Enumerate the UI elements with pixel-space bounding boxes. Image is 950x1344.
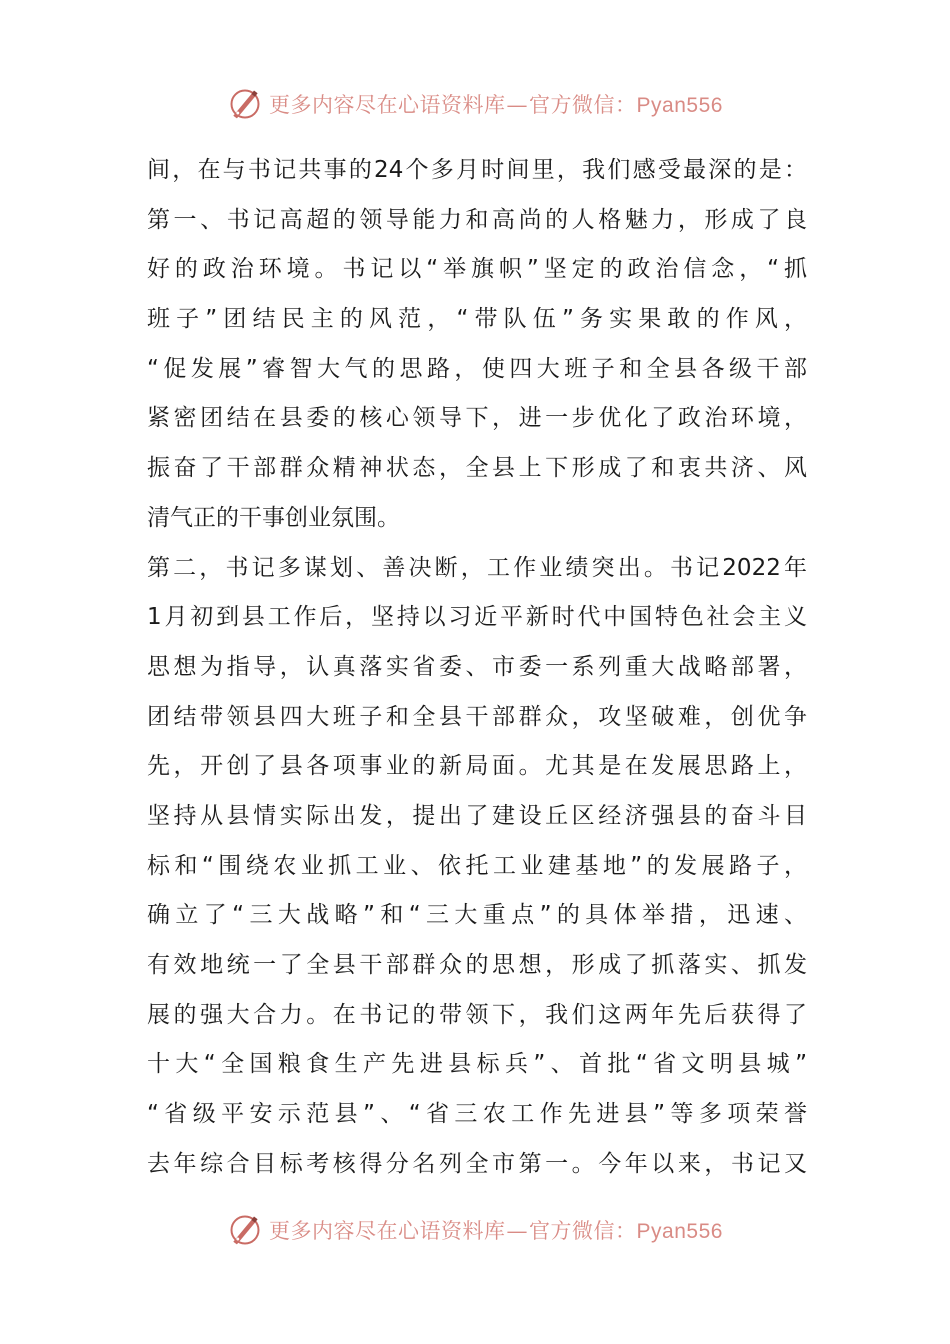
body-line: 振奋了干部群众精神状态，全县上下形成了和衷共济、风 (147, 455, 807, 482)
body-line: 班子”团结民主的风范，“带队伍”务实果敢的作风， (147, 306, 807, 333)
watermark-dash: — (506, 93, 529, 117)
body-line: 团结带领县四大班子和全县干部群众，攻坚破难，创优争 (147, 703, 807, 730)
watermark-text (269, 1215, 723, 1245)
body-line: 好的政治环境。书记以“举旗帜”坚定的政治信念，“抓 (147, 256, 807, 283)
body-line: 标和“围绕农业抓工业、依托工业建基地”的发展路子， (147, 852, 807, 879)
pen-circle-logo-icon (227, 86, 263, 122)
watermark-handle: Pyan556 (636, 1220, 723, 1243)
header-watermark (0, 82, 950, 126)
body-line: 1月初到县工作后，坚持以习近平新时代中国特色社会主义 (147, 604, 807, 631)
body-line: 间，在与书记共事的24个多月时间里，我们感受最深的是： (147, 157, 807, 183)
footer-watermark (0, 1208, 950, 1252)
body-line: 清气正的干事创业氛围。 (147, 504, 400, 531)
watermark-main-text: 更多内容尽在心语资料库 (269, 1219, 506, 1243)
body-line: 第一、书记高超的领导能力和高尚的人格魅力，形成了良 (147, 206, 807, 233)
body-line: 去年综合目标考核得分名列全市第一。今年以来，书记又 (147, 1150, 807, 1177)
document-body (147, 146, 807, 1189)
watermark-main-text: 更多内容尽在心语资料库 (269, 93, 506, 117)
body-line: 有效地统一了全县干部群众的思想，形成了抓落实、抓发 (147, 952, 807, 978)
body-line: 坚持从县情实际出发，提出了建设丘区经济强县的奋斗目 (147, 802, 807, 829)
body-line: 第二，书记多谋划、善决断，工作业绩突出。书记2022年 (147, 554, 807, 581)
pen-circle-logo-icon (227, 1212, 263, 1248)
body-line: 紧密团结在县委的核心领导下，进一步优化了政治环境， (147, 405, 807, 432)
body-line: “省级平安示范县”、“省三农工作先进县”等多项荣誉 (147, 1101, 807, 1128)
body-line: 思想为指导，认真落实省委、市委一系列重大战略部署， (147, 653, 807, 680)
watermark-wechat-label: 官方微信： (529, 93, 637, 117)
body-line: “促发展”睿智大气的思路，使四大班子和全县各级干部 (147, 355, 807, 382)
watermark-wechat-label: 官方微信： (529, 1219, 637, 1243)
body-line: 展的强大合力。在书记的带领下，我们这两年先后获得了 (147, 1001, 807, 1028)
body-line: 先，开创了县各项事业的新局面。尤其是在发展思路上， (147, 753, 807, 780)
watermark-dash: — (506, 1219, 529, 1243)
body-line: 十大“全国粮食生产先进县标兵”、首批“省文明县城” (147, 1051, 807, 1078)
body-line: 确立了“三大战略”和“三大重点”的具体举措，迅速、 (147, 902, 807, 929)
watermark-handle: Pyan556 (636, 94, 723, 117)
watermark-text (269, 89, 723, 119)
